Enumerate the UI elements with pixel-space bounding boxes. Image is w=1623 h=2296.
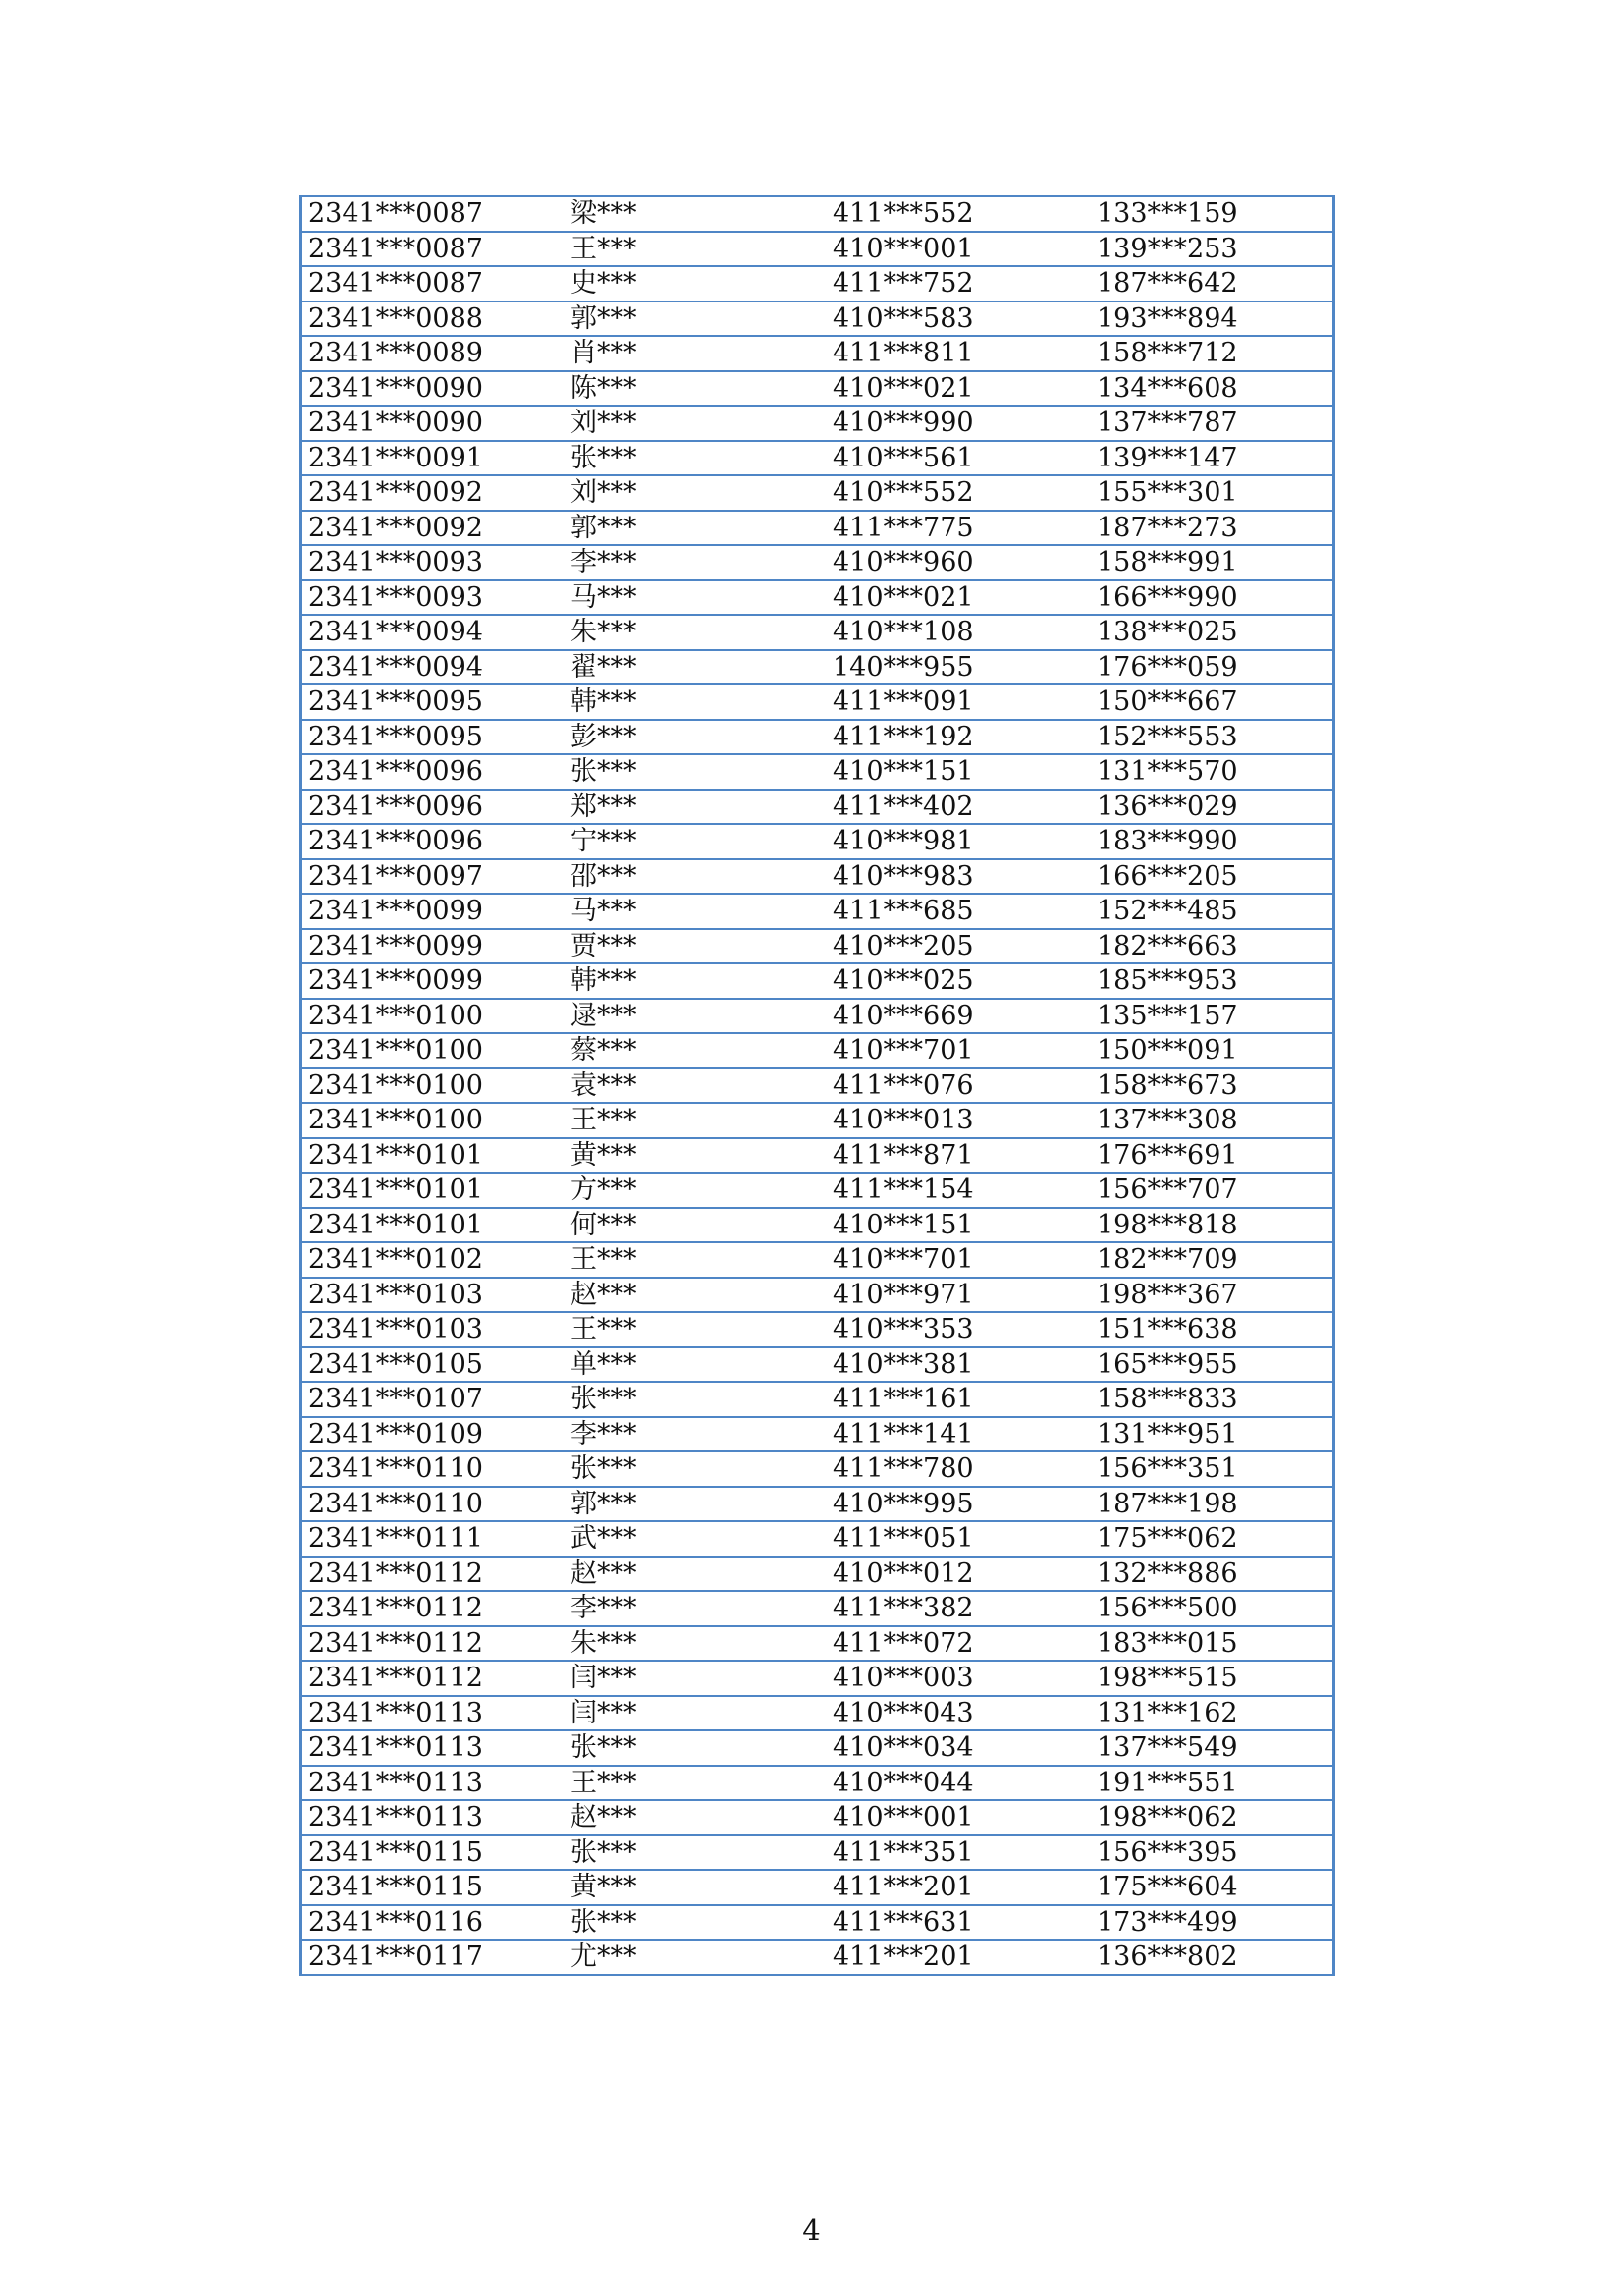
table-row — [301, 999, 1334, 1034]
table-row — [301, 1661, 1334, 1696]
table-cell: 410***205 — [823, 929, 1086, 964]
table-cell: 173***499 — [1086, 1905, 1334, 1941]
table-cell: 刘*** — [561, 475, 823, 511]
table-cell: 410***034 — [823, 1730, 1086, 1766]
table-cell: 2341***0093 — [301, 545, 562, 580]
table-row — [301, 1382, 1334, 1417]
table-cell: 蔡*** — [561, 1033, 823, 1068]
table-cell: 156***707 — [1086, 1173, 1334, 1208]
table-cell: 张*** — [561, 1905, 823, 1941]
table-cell: 李*** — [561, 1591, 823, 1626]
table-row — [301, 720, 1334, 755]
table-cell: 411***775 — [823, 511, 1086, 546]
table-row — [301, 1487, 1334, 1522]
table-cell: 411***780 — [823, 1451, 1086, 1487]
table-cell: 2341***0105 — [301, 1347, 562, 1383]
table-cell: 王*** — [561, 1312, 823, 1347]
data-table — [299, 195, 1335, 1976]
table-cell: 187***273 — [1086, 511, 1334, 546]
table-cell: 410***003 — [823, 1661, 1086, 1696]
table-row — [301, 232, 1334, 267]
table-cell: 2341***0087 — [301, 196, 562, 232]
table-cell: 136***802 — [1086, 1940, 1334, 1975]
page-number: 4 — [802, 2214, 821, 2247]
table-cell: 158***712 — [1086, 336, 1334, 371]
table-row — [301, 684, 1334, 720]
table-cell: 411***161 — [823, 1382, 1086, 1417]
table-cell: 136***029 — [1086, 790, 1334, 825]
table-cell: 411***351 — [823, 1835, 1086, 1871]
table-cell: 2341***0099 — [301, 929, 562, 964]
table-cell: 郭*** — [561, 301, 823, 337]
table-cell: 411***091 — [823, 684, 1086, 720]
table-row — [301, 1312, 1334, 1347]
table-cell: 武*** — [561, 1521, 823, 1557]
table-cell: 411***201 — [823, 1940, 1086, 1975]
table-cell: 宁*** — [561, 824, 823, 859]
table-cell: 138***025 — [1086, 615, 1334, 650]
table-cell: 赵*** — [561, 1557, 823, 1592]
table-cell: 2341***0087 — [301, 232, 562, 267]
table-cell: 411***051 — [823, 1521, 1086, 1557]
table-cell: 410***001 — [823, 232, 1086, 267]
table-cell: 183***990 — [1086, 824, 1334, 859]
table-cell: 张*** — [561, 1451, 823, 1487]
table-cell: 198***818 — [1086, 1208, 1334, 1243]
table-cell: 410***001 — [823, 1800, 1086, 1835]
table-row — [301, 1451, 1334, 1487]
table-cell: 411***072 — [823, 1626, 1086, 1662]
table-cell: 158***833 — [1086, 1382, 1334, 1417]
table-cell: 2341***0100 — [301, 999, 562, 1034]
table-cell: 赵*** — [561, 1800, 823, 1835]
table-cell: 2341***0112 — [301, 1591, 562, 1626]
table-cell: 410***983 — [823, 859, 1086, 895]
table-cell: 193***894 — [1086, 301, 1334, 337]
table-cell: 2341***0096 — [301, 754, 562, 790]
table-row — [301, 1521, 1334, 1557]
table-row — [301, 1557, 1334, 1592]
table-cell: 131***570 — [1086, 754, 1334, 790]
table-cell: 134***608 — [1086, 371, 1334, 407]
table-cell: 139***253 — [1086, 232, 1334, 267]
table-cell: 张*** — [561, 1835, 823, 1871]
table-row — [301, 1278, 1334, 1313]
table-cell: 2341***0110 — [301, 1451, 562, 1487]
table-cell: 139***147 — [1086, 441, 1334, 476]
table-row — [301, 301, 1334, 337]
table-row — [301, 1103, 1334, 1138]
table-cell: 411***402 — [823, 790, 1086, 825]
table-cell: 2341***0103 — [301, 1312, 562, 1347]
table-cell: 198***062 — [1086, 1800, 1334, 1835]
table-cell: 2341***0090 — [301, 406, 562, 441]
table-cell: 肖*** — [561, 336, 823, 371]
table-row — [301, 929, 1334, 964]
table-cell: 2341***0113 — [301, 1730, 562, 1766]
table-cell: 尤*** — [561, 1940, 823, 1975]
table-cell: 191***551 — [1086, 1766, 1334, 1801]
table-cell: 187***198 — [1086, 1487, 1334, 1522]
table-cell: 411***154 — [823, 1173, 1086, 1208]
table-cell: 150***091 — [1086, 1033, 1334, 1068]
table-cell: 2341***0113 — [301, 1696, 562, 1731]
table-cell: 152***485 — [1086, 894, 1334, 929]
table-row — [301, 859, 1334, 895]
table-cell: 156***395 — [1086, 1835, 1334, 1871]
table-row — [301, 441, 1334, 476]
table-cell: 176***059 — [1086, 650, 1334, 685]
table-cell: 410***151 — [823, 1208, 1086, 1243]
table-row — [301, 894, 1334, 929]
table-cell: 411***811 — [823, 336, 1086, 371]
table-row — [301, 1591, 1334, 1626]
table-row — [301, 650, 1334, 685]
table-cell: 135***157 — [1086, 999, 1334, 1034]
table-row — [301, 371, 1334, 407]
table-cell: 翟*** — [561, 650, 823, 685]
table-cell: 2341***0112 — [301, 1626, 562, 1662]
table-cell: 411***752 — [823, 266, 1086, 301]
table-cell: 2341***0101 — [301, 1173, 562, 1208]
table-cell: 王*** — [561, 1766, 823, 1801]
table-cell: 刘*** — [561, 406, 823, 441]
table-row — [301, 1870, 1334, 1905]
table-cell: 2341***0115 — [301, 1835, 562, 1871]
table-cell: 187***642 — [1086, 266, 1334, 301]
table-cell: 2341***0092 — [301, 511, 562, 546]
table-cell: 410***701 — [823, 1033, 1086, 1068]
table-cell: 410***990 — [823, 406, 1086, 441]
table-cell: 132***886 — [1086, 1557, 1334, 1592]
table-row — [301, 790, 1334, 825]
table-cell: 411***192 — [823, 720, 1086, 755]
table-row — [301, 511, 1334, 546]
table-row — [301, 754, 1334, 790]
table-cell: 2341***0099 — [301, 963, 562, 999]
table-cell: 411***382 — [823, 1591, 1086, 1626]
table-cell: 2341***0100 — [301, 1033, 562, 1068]
table-cell: 411***076 — [823, 1068, 1086, 1104]
table-cell: 150***667 — [1086, 684, 1334, 720]
table-cell: 411***631 — [823, 1905, 1086, 1941]
table-cell: 郭*** — [561, 1487, 823, 1522]
table-row — [301, 1173, 1334, 1208]
table-cell: 王*** — [561, 1242, 823, 1278]
table-cell: 133***159 — [1086, 196, 1334, 232]
table-row — [301, 545, 1334, 580]
table-cell: 410***552 — [823, 475, 1086, 511]
table-row — [301, 1626, 1334, 1662]
table-cell: 2341***0092 — [301, 475, 562, 511]
table-cell: 410***044 — [823, 1766, 1086, 1801]
table-cell: 410***043 — [823, 1696, 1086, 1731]
table-cell: 137***549 — [1086, 1730, 1334, 1766]
table-cell: 2341***0115 — [301, 1870, 562, 1905]
table-cell: 袁*** — [561, 1068, 823, 1104]
table-cell: 2341***0090 — [301, 371, 562, 407]
table-row — [301, 196, 1334, 232]
table-row — [301, 1730, 1334, 1766]
table-cell: 2341***0095 — [301, 720, 562, 755]
table-row — [301, 266, 1334, 301]
table-cell: 2341***0091 — [301, 441, 562, 476]
table-cell: 2341***0102 — [301, 1242, 562, 1278]
table-cell: 2341***0101 — [301, 1208, 562, 1243]
table-cell: 彭*** — [561, 720, 823, 755]
table-row — [301, 1208, 1334, 1243]
table-cell: 410***971 — [823, 1278, 1086, 1313]
table-cell: 410***012 — [823, 1557, 1086, 1592]
table-cell: 逯*** — [561, 999, 823, 1034]
table-cell: 张*** — [561, 1730, 823, 1766]
table-cell: 郭*** — [561, 511, 823, 546]
table-cell: 闫*** — [561, 1661, 823, 1696]
table-cell: 张*** — [561, 1382, 823, 1417]
table-cell: 410***353 — [823, 1312, 1086, 1347]
table-cell: 2341***0088 — [301, 301, 562, 337]
table-cell: 2341***0089 — [301, 336, 562, 371]
table-cell: 410***583 — [823, 301, 1086, 337]
table-cell: 2341***0100 — [301, 1103, 562, 1138]
table-cell: 152***553 — [1086, 720, 1334, 755]
table-row — [301, 1696, 1334, 1731]
table-cell: 411***685 — [823, 894, 1086, 929]
table-cell: 411***141 — [823, 1417, 1086, 1452]
table-cell: 2341***0096 — [301, 790, 562, 825]
table-cell: 单*** — [561, 1347, 823, 1383]
table-cell: 2341***0100 — [301, 1068, 562, 1104]
table-row — [301, 963, 1334, 999]
table-cell: 李*** — [561, 545, 823, 580]
table-cell: 410***561 — [823, 441, 1086, 476]
table-cell: 410***381 — [823, 1347, 1086, 1383]
table-cell: 411***871 — [823, 1138, 1086, 1174]
table-cell: 140***955 — [823, 650, 1086, 685]
table-cell: 王*** — [561, 232, 823, 267]
table-cell: 166***205 — [1086, 859, 1334, 895]
table-row — [301, 1138, 1334, 1174]
table-cell: 史*** — [561, 266, 823, 301]
table-cell: 158***673 — [1086, 1068, 1334, 1104]
table-cell: 410***960 — [823, 545, 1086, 580]
table-cell: 闫*** — [561, 1696, 823, 1731]
table-cell: 2341***0096 — [301, 824, 562, 859]
table-row — [301, 1905, 1334, 1941]
table-cell: 韩*** — [561, 963, 823, 999]
table-cell: 151***638 — [1086, 1312, 1334, 1347]
table-row — [301, 1835, 1334, 1871]
table-cell: 155***301 — [1086, 475, 1334, 511]
table-cell: 175***604 — [1086, 1870, 1334, 1905]
table-cell: 2341***0116 — [301, 1905, 562, 1941]
table-row — [301, 406, 1334, 441]
table-cell: 2341***0117 — [301, 1940, 562, 1975]
table-cell: 朱*** — [561, 1626, 823, 1662]
table-cell: 2341***0112 — [301, 1661, 562, 1696]
table-cell: 411***201 — [823, 1870, 1086, 1905]
table-cell: 410***995 — [823, 1487, 1086, 1522]
table-cell: 朱*** — [561, 615, 823, 650]
table-cell: 182***709 — [1086, 1242, 1334, 1278]
table-cell: 黄*** — [561, 1138, 823, 1174]
table-row — [301, 336, 1334, 371]
table-cell: 黄*** — [561, 1870, 823, 1905]
table-cell: 韩*** — [561, 684, 823, 720]
table-row — [301, 1940, 1334, 1975]
table-cell: 赵*** — [561, 1278, 823, 1313]
table-cell: 2341***0107 — [301, 1382, 562, 1417]
table-cell: 2341***0095 — [301, 684, 562, 720]
table-cell: 182***663 — [1086, 929, 1334, 964]
table-cell: 410***108 — [823, 615, 1086, 650]
table-cell: 185***953 — [1086, 963, 1334, 999]
table-body — [301, 196, 1334, 1975]
table-row — [301, 580, 1334, 616]
table-cell: 411***552 — [823, 196, 1086, 232]
table-cell: 410***669 — [823, 999, 1086, 1034]
table-row — [301, 1417, 1334, 1452]
table-cell: 2341***0111 — [301, 1521, 562, 1557]
table-row — [301, 1068, 1334, 1104]
table-cell: 陈*** — [561, 371, 823, 407]
table-cell: 2341***0109 — [301, 1417, 562, 1452]
table-cell: 137***308 — [1086, 1103, 1334, 1138]
table-cell: 183***015 — [1086, 1626, 1334, 1662]
table-cell: 176***691 — [1086, 1138, 1334, 1174]
table-cell: 2341***0087 — [301, 266, 562, 301]
table-cell: 2341***0094 — [301, 615, 562, 650]
table-row — [301, 1033, 1334, 1068]
table-cell: 李*** — [561, 1417, 823, 1452]
table-cell: 2341***0113 — [301, 1766, 562, 1801]
table-cell: 410***021 — [823, 371, 1086, 407]
table-row — [301, 824, 1334, 859]
table-cell: 158***991 — [1086, 545, 1334, 580]
table-cell: 2341***0113 — [301, 1800, 562, 1835]
table-cell: 张*** — [561, 441, 823, 476]
table-cell: 410***013 — [823, 1103, 1086, 1138]
table-cell: 156***351 — [1086, 1451, 1334, 1487]
table-cell: 166***990 — [1086, 580, 1334, 616]
table-cell: 方*** — [561, 1173, 823, 1208]
table-cell: 郑*** — [561, 790, 823, 825]
table-cell: 马*** — [561, 894, 823, 929]
table-cell: 2341***0099 — [301, 894, 562, 929]
table-cell: 198***515 — [1086, 1661, 1334, 1696]
table-cell: 2341***0093 — [301, 580, 562, 616]
table-cell: 2341***0110 — [301, 1487, 562, 1522]
table-cell: 2341***0101 — [301, 1138, 562, 1174]
table-row — [301, 1766, 1334, 1801]
table-cell: 2341***0112 — [301, 1557, 562, 1592]
table-cell: 2341***0103 — [301, 1278, 562, 1313]
table-cell: 王*** — [561, 1103, 823, 1138]
table-cell: 198***367 — [1086, 1278, 1334, 1313]
table-cell: 165***955 — [1086, 1347, 1334, 1383]
table-cell: 邵*** — [561, 859, 823, 895]
table-cell: 何*** — [561, 1208, 823, 1243]
table-row — [301, 615, 1334, 650]
table-row — [301, 475, 1334, 511]
table-row — [301, 1242, 1334, 1278]
table-cell: 175***062 — [1086, 1521, 1334, 1557]
table-cell: 410***701 — [823, 1242, 1086, 1278]
table-cell: 410***025 — [823, 963, 1086, 999]
table-cell: 2341***0094 — [301, 650, 562, 685]
table-cell: 410***021 — [823, 580, 1086, 616]
table-cell: 马*** — [561, 580, 823, 616]
table-cell: 2341***0097 — [301, 859, 562, 895]
table-cell: 156***500 — [1086, 1591, 1334, 1626]
table-cell: 410***981 — [823, 824, 1086, 859]
table-cell: 梁*** — [561, 196, 823, 232]
table-row — [301, 1800, 1334, 1835]
table-row — [301, 1347, 1334, 1383]
table-cell: 贾*** — [561, 929, 823, 964]
table-cell: 131***951 — [1086, 1417, 1334, 1452]
table-cell: 410***151 — [823, 754, 1086, 790]
table-cell: 131***162 — [1086, 1696, 1334, 1731]
table-cell: 137***787 — [1086, 406, 1334, 441]
table-cell: 张*** — [561, 754, 823, 790]
